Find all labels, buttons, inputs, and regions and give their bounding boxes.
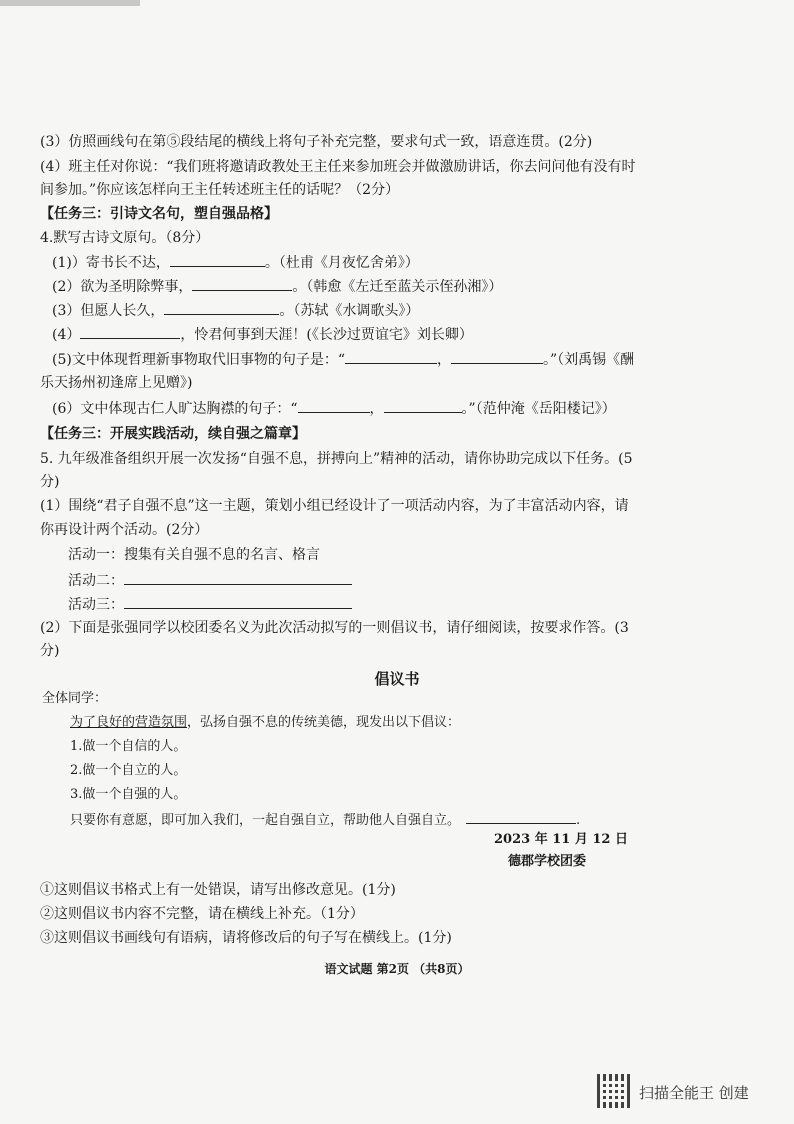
qr-code-icon — [597, 1074, 631, 1108]
task-heading-practice: 【任务三：开展实践活动，续自强之篇章】 — [40, 426, 306, 442]
q3-part3: (3）仿照画线句在第⑤段结尾的横线上将句子补充完整，要求句式一致，语意连贯。(2分) — [40, 134, 593, 150]
activity-two: 活动二： — [68, 570, 764, 591]
q3-part4-line2: 间参加。”你应该怎样向王主任转述班主任的话呢？（2分） — [40, 182, 400, 198]
task-heading-poetry: 【任务三：引诗文名句，塑自强品格】 — [40, 206, 278, 222]
answer-blank[interactable] — [124, 594, 352, 609]
letter-item2: 2.做一个自立的人。 — [70, 763, 187, 778]
q5-part1-line1: (1）围绕“君子自强不息”这一主题，策划小组已经设计了一项活动内容，为了丰富活动内容，请 — [40, 498, 629, 514]
activity-one: 活动一：搜集有关自强不息的名言、格言 — [68, 547, 320, 563]
q4-item5-cont: 乐天扬州初逢席上见赠》) — [40, 375, 193, 391]
scanner-label: 扫描全能王 创建 — [639, 1084, 749, 1102]
scan-artifact — [0, 0, 140, 6]
answer-blank[interactable] — [192, 276, 292, 291]
q5-heading-line1: 5. 九年级准备组织开展一次发扬“自强不息，拼搏向上”精神的活动，请你协助完成以下任务。(5 — [40, 451, 633, 467]
letter-item1: 1.做一个自信的人。 — [70, 739, 187, 754]
q4-heading: 4.默写古诗文原句。（8分） — [40, 230, 210, 246]
subquestion-1: ①这则倡议书格式上有一处错误，请写出修改意见。(1分) — [40, 882, 396, 898]
subquestion-2: ②这则倡议书内容不完整，请在横线上补充。（1分） — [40, 906, 364, 922]
q4-item3: (3）但愿人长久， 。（苏轼《水调歌头》） — [52, 300, 764, 321]
subquestion-3: ③这则倡议书画线句有语病，请将修改后的句子写在横线上。(1分) — [40, 930, 452, 946]
letter-signer: 德郡学校团委 — [508, 854, 587, 869]
answer-blank[interactable] — [298, 398, 370, 413]
activity-three: 活动三： — [68, 594, 764, 615]
answer-blank[interactable] — [345, 349, 437, 364]
q4-item2: (2）欲为圣明除弊事， 。（韩愈《左迁至蓝关示侄孙湘》） — [52, 276, 764, 297]
answer-blank[interactable] — [80, 324, 180, 339]
letter-closing: 只要你有意愿，即可加入我们，一起自强自立，帮助他人自强自立。 . — [70, 809, 764, 831]
letter-date: 2023 年 11 月 12 日 — [494, 832, 628, 847]
q4-item5: (5)文中体现哲理新事物取代旧事物的句子是：“ ， 。”（刘禹锡《酬 — [52, 349, 764, 370]
answer-blank[interactable] — [164, 300, 279, 315]
q4-item6: (6）文中体现古仁人旷达胸襟的句子：“ ， 。”（范仲淹《岳阳楼记》） — [52, 398, 764, 419]
letter-body: 为了良好的营造氛围，弘扬自强不息的传统美德，现发出以下倡议： — [70, 715, 461, 730]
q5-part2-line1: (2）下面是张强同学以校团委名义为此次活动拟写的一则倡议书，请仔细阅读，按要求作答。(3 — [40, 620, 629, 636]
letter-salutation: 全体同学： — [42, 691, 108, 706]
letter-item3: 3.做一个自强的人。 — [70, 787, 187, 802]
q5-heading-line2: 分) — [40, 474, 60, 490]
answer-blank[interactable] — [384, 398, 462, 413]
answer-blank[interactable] — [466, 809, 576, 824]
scanner-watermark — [597, 1074, 777, 1114]
underlined-sentence: 为了良好的营造氛围 — [70, 715, 188, 730]
answer-blank[interactable] — [124, 570, 352, 585]
answer-blank[interactable] — [170, 252, 265, 267]
q4-item1: (1)）寄书长不达， 。（杜甫《月夜忆舍弟》） — [52, 252, 764, 273]
q5-part1-line2: 你再设计两个活动。(2分） — [40, 522, 209, 538]
q3-part4-line1: (4）班主任对你说：“我们班将邀请政教处王主任来参加班会并做激励讲话，你去问问他有没有时 — [40, 159, 636, 175]
page-footer: 语文试题 第2页 （共8页） — [324, 962, 470, 976]
q4-item4: (4） ，怜君何事到天涯！(《长沙过贾谊宅》刘长卿） — [52, 324, 764, 345]
answer-blank[interactable] — [451, 349, 543, 364]
letter-title: 倡议书 — [374, 670, 420, 688]
q5-part2-line2: 分) — [40, 643, 60, 659]
